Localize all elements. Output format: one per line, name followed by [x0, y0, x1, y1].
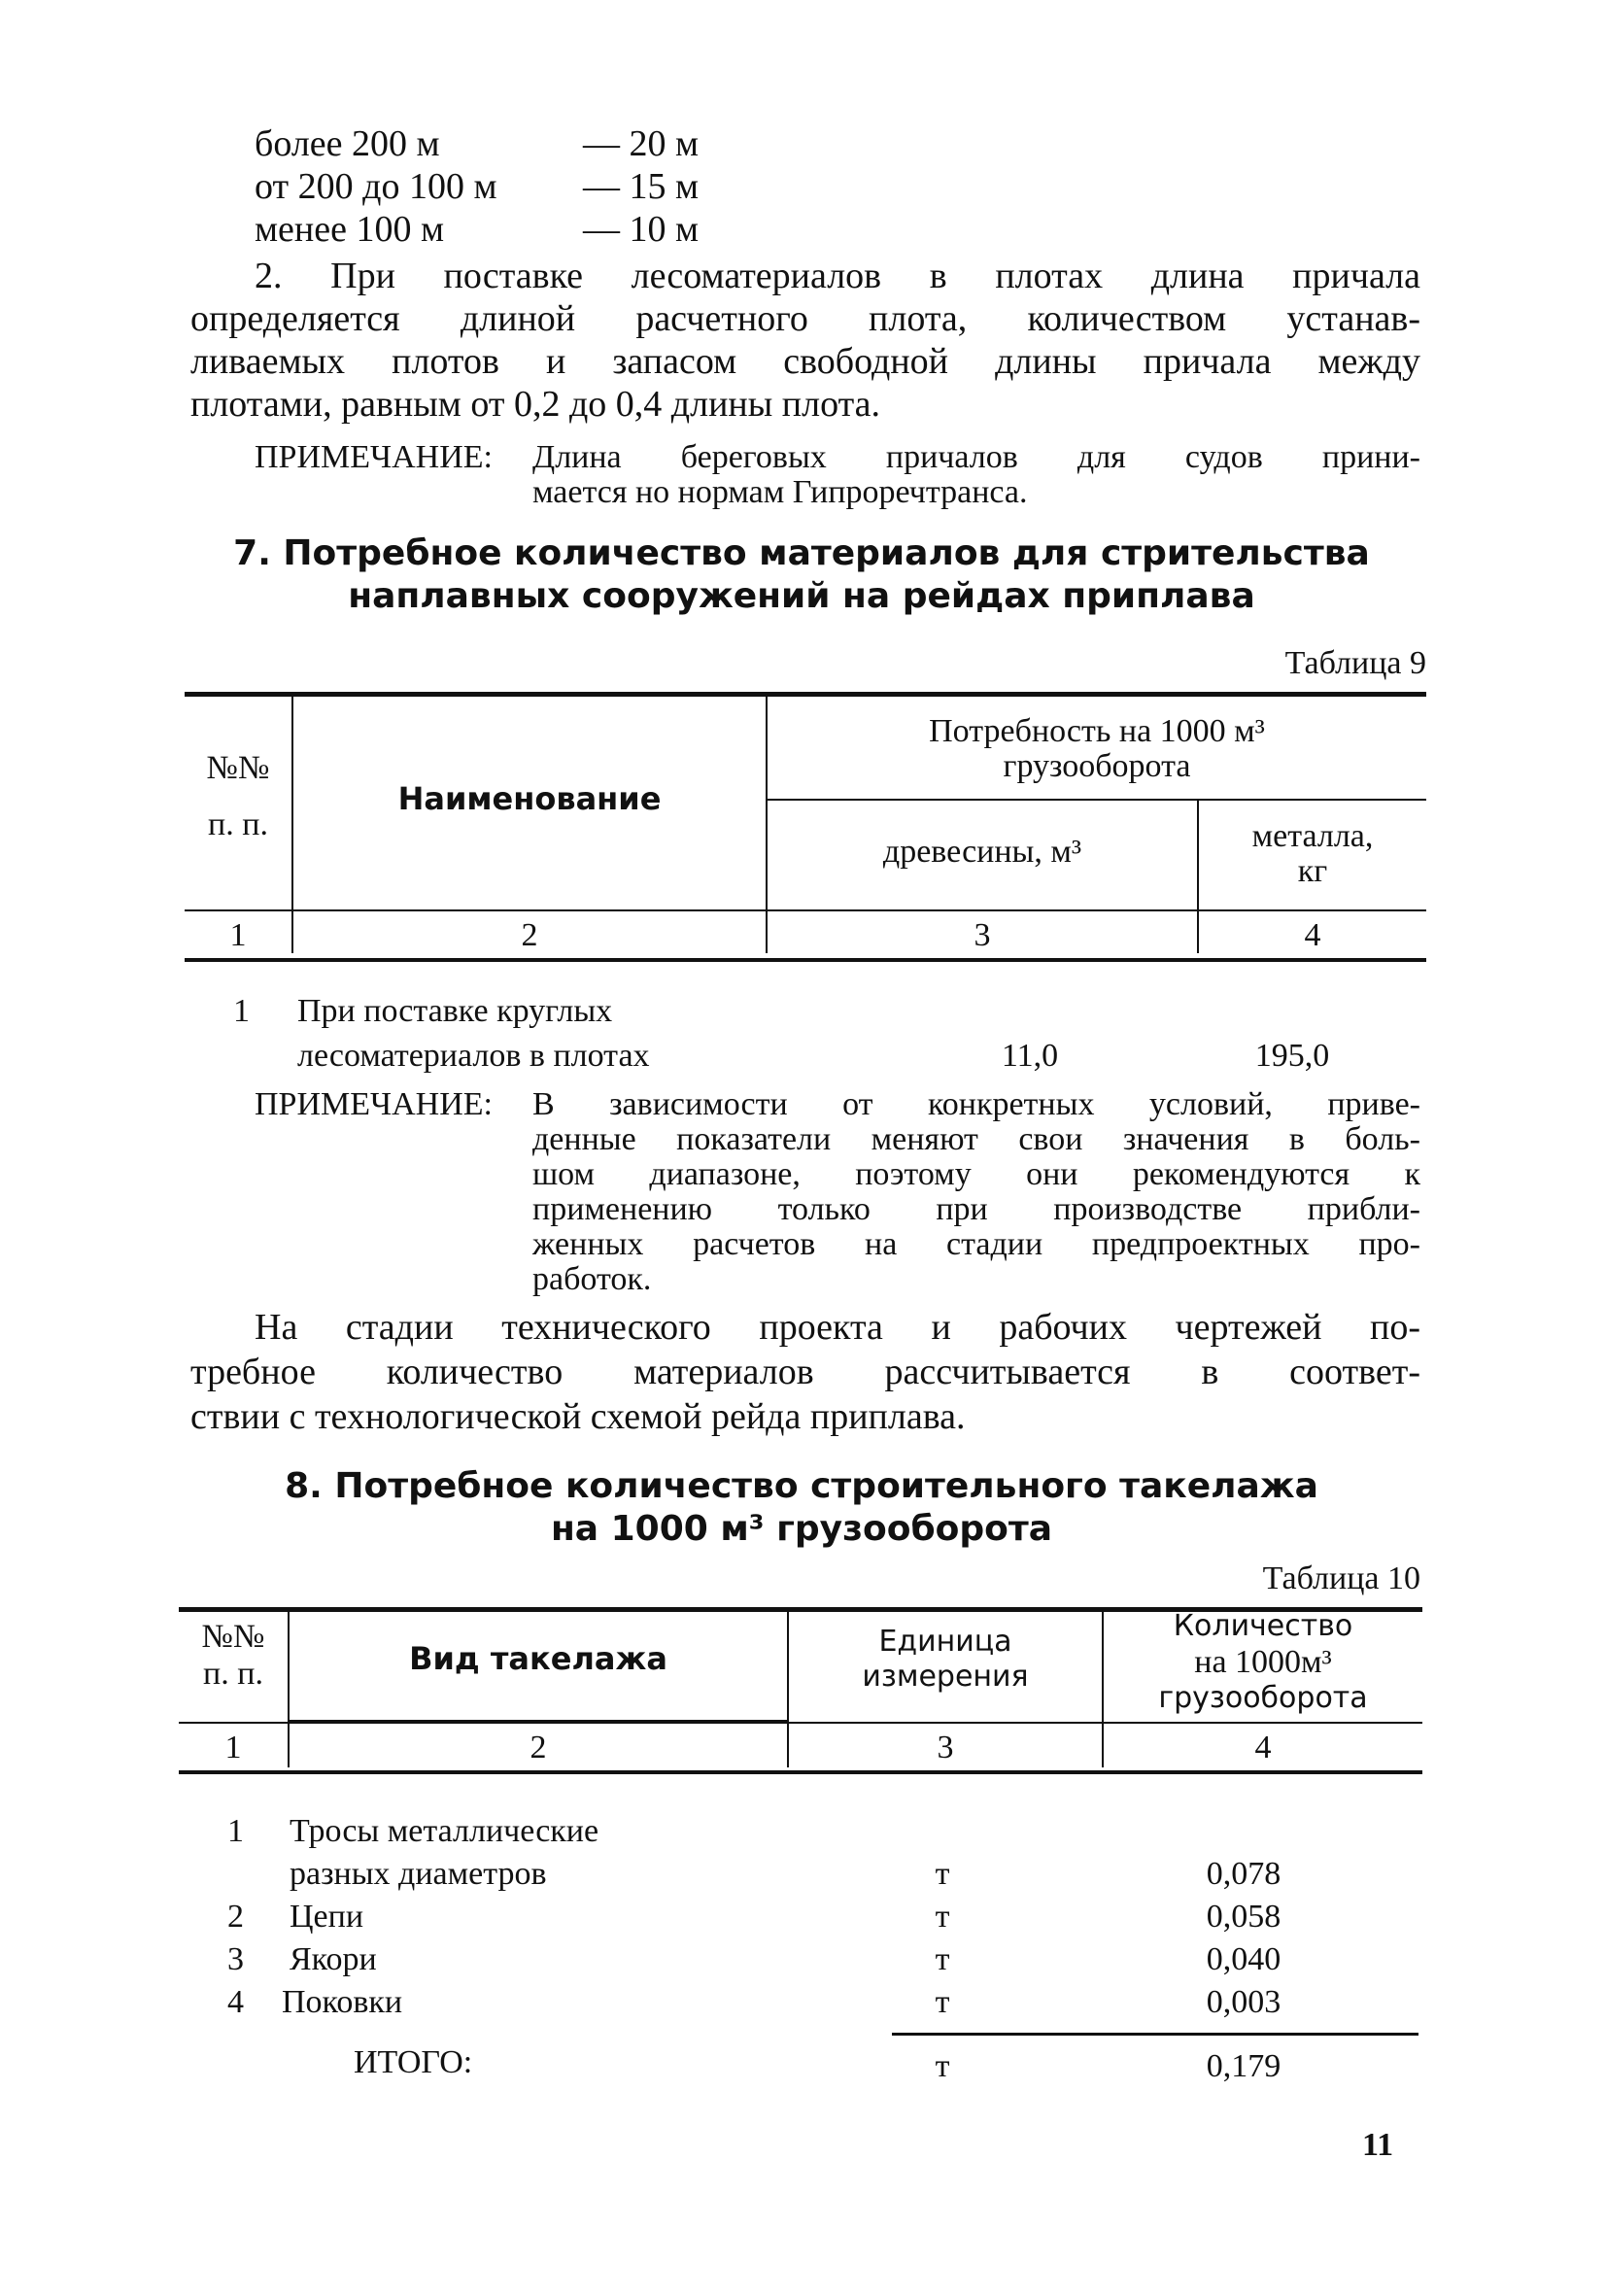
- distance-label-1: более 200 м: [255, 123, 440, 164]
- distance-value-1: — 20 м: [583, 123, 700, 164]
- paragraph-2-line-3: ливаемых плотов и запасом свободной длины причала между: [190, 341, 1420, 382]
- table-9-colnum-2: 2: [521, 917, 538, 953]
- page-number: 11: [1362, 2127, 1394, 2163]
- table-9-header-name: Наименование: [397, 780, 662, 817]
- table-9-header-num-2: п. п.: [208, 806, 268, 842]
- table-10-row-2-name: Цепи: [290, 1899, 364, 1935]
- paragraph-3-line-1: На стадии технического проекта и рабочих чертежей по-: [255, 1307, 1420, 1348]
- paragraph-3-line-2: требное количество материалов рассчитывается в соответ-: [190, 1352, 1420, 1392]
- table-10-header-rule: [179, 1722, 1422, 1724]
- note-2-line-3: шом диапазоне, поэтому они рекомендуются к: [532, 1156, 1420, 1192]
- distance-label-3: менее 100 м: [255, 209, 445, 250]
- table-10-row-3-name: Якори: [290, 1941, 377, 1977]
- section-7-title-line-2: наплавных сооружений на рейдах приплава: [348, 576, 1255, 616]
- section-8-title-line-2-text: на 1000 м³ грузооборота: [550, 1509, 1053, 1549]
- note-1-line-1: Длина береговых причалов для судов прини-: [532, 439, 1420, 475]
- table-9-bottom-rule: [185, 958, 1426, 962]
- table-10-header-num-2: п. п.: [203, 1656, 263, 1692]
- table-9-label: Таблица 9: [1284, 645, 1426, 681]
- table-10-row-1b-unit: т: [935, 1856, 950, 1892]
- table-10-row-1b-name: разных диаметров: [290, 1856, 547, 1892]
- note-1-label: ПРИМЕЧАНИЕ:: [255, 439, 493, 475]
- table-10-row-2-num: 2: [227, 1899, 244, 1935]
- table-9-row-metal: 195,0: [1254, 1038, 1330, 1074]
- table-10-row-2-qty: 0,058: [1206, 1899, 1281, 1935]
- table-10-colnum-1: 1: [224, 1730, 242, 1765]
- table-10-total-unit: т: [935, 2048, 950, 2084]
- distance-value-2: — 15 м: [583, 166, 700, 207]
- section-7-title-line-1: 7. Потребное количество материалов для стрительства: [233, 533, 1370, 573]
- table-10-colnum-3: 3: [937, 1730, 954, 1765]
- table-10-colnum-4: 4: [1254, 1730, 1272, 1765]
- note-2-line-4: применению только при производстве прибли-: [532, 1191, 1420, 1227]
- note-2-line-6: работок.: [532, 1261, 652, 1297]
- table-9-top-rule: [185, 692, 1426, 697]
- note-1-line-2: мается но нормам Гипроречтранса.: [532, 474, 1028, 510]
- note-2-label: ПРИМЕЧАНИЕ:: [255, 1086, 493, 1122]
- table-9-colnum-4: 4: [1304, 917, 1321, 953]
- distance-label-2: от 200 до 100 м: [255, 166, 497, 207]
- note-2-line-1: В зависимости от конкретных условий, приве-: [532, 1086, 1420, 1122]
- table-10-header-qty-3: грузооборота: [1158, 1681, 1368, 1715]
- table-10-colnum-2: 2: [530, 1730, 547, 1765]
- table-10-row-4-name: Поковки: [282, 1984, 403, 2020]
- table-10-label: Таблица 10: [1262, 1560, 1420, 1596]
- paragraph-3-line-3: ствии с технологической схемой рейда приплава.: [190, 1396, 966, 1437]
- note-2-line-2: денные показатели меняют свои значения в боль-: [532, 1121, 1420, 1157]
- table-9-header-need-2: грузооборота: [1003, 748, 1191, 784]
- table-10-total-qty: 0,179: [1206, 2048, 1281, 2084]
- table-9-header-rule: [185, 909, 1426, 911]
- table-10-row-2-unit: т: [935, 1899, 950, 1935]
- table-9-colnum-1: 1: [229, 917, 247, 953]
- note-2-line-5: женных расчетов на стадии предпроектных про-: [532, 1226, 1420, 1262]
- table-10-header-qty-1: Количество: [1173, 1609, 1353, 1643]
- table-10-row-3-num: 3: [227, 1941, 244, 1977]
- table-10-header-num-1: №№: [201, 1619, 265, 1655]
- table-9-row-num: 1: [233, 993, 250, 1029]
- table-10-header-kind: Вид такелажа: [409, 1640, 667, 1677]
- section-8-title-line-2: [146, 1508, 1457, 1551]
- table-10-row-1-num: 1: [227, 1813, 244, 1849]
- paragraph-2-line-4: плотами, равным от 0,2 до 0,4 длины плота.: [190, 384, 881, 425]
- table-10-header-unit-1: Единица: [878, 1625, 1012, 1659]
- table-9-header-wood: древесины, м³: [882, 834, 1082, 870]
- table-10-header-qty-2: на 1000м³: [1194, 1644, 1332, 1680]
- table-10-row-3-qty: 0,040: [1206, 1941, 1281, 1977]
- table-9-sub-rule: [766, 799, 1426, 801]
- table-9-header-need-1: Потребность на 1000 м³: [929, 713, 1265, 749]
- table-10-row-4-qty: 0,003: [1206, 1984, 1281, 2020]
- table-9-header-metal-2: кг: [1297, 853, 1328, 889]
- table-9-header-num-1: №№: [206, 750, 270, 786]
- table-10-total-rule: [892, 2033, 1418, 2036]
- table-9-header-metal-1: металла,: [1251, 818, 1374, 854]
- distance-value-3: — 10 м: [583, 209, 700, 250]
- paragraph-2-line-1: 2. При поставке лесоматериалов в плотах длина причала: [255, 256, 1420, 296]
- table-10-row-1b-qty: 0,078: [1206, 1856, 1281, 1892]
- table-10-row-1-name: Тросы металлические: [290, 1813, 599, 1849]
- table-9-divider-1: [291, 697, 293, 953]
- table-9-row-name-2: лесоматериалов в плотах: [297, 1038, 650, 1074]
- table-9-row-name-1: При поставке круглых: [297, 993, 613, 1029]
- table-10-bottom-rule: [179, 1770, 1422, 1774]
- paragraph-2-line-2: определяется длиной расчетного плота, количеством устанав-: [190, 298, 1420, 339]
- table-10-row-4-num: 4: [227, 1984, 244, 2020]
- section-8-title-line-1: 8. Потребное количество строительного такелажа: [285, 1466, 1318, 1506]
- table-9-row-wood: 11,0: [1001, 1038, 1059, 1074]
- table-10-row-3-unit: т: [935, 1941, 950, 1977]
- table-9-colnum-3: 3: [974, 917, 991, 953]
- table-10-header-unit-2: измерения: [862, 1660, 1029, 1694]
- table-10-total-label: ИТОГО:: [354, 2044, 473, 2080]
- table-10-row-4-unit: т: [935, 1984, 950, 2020]
